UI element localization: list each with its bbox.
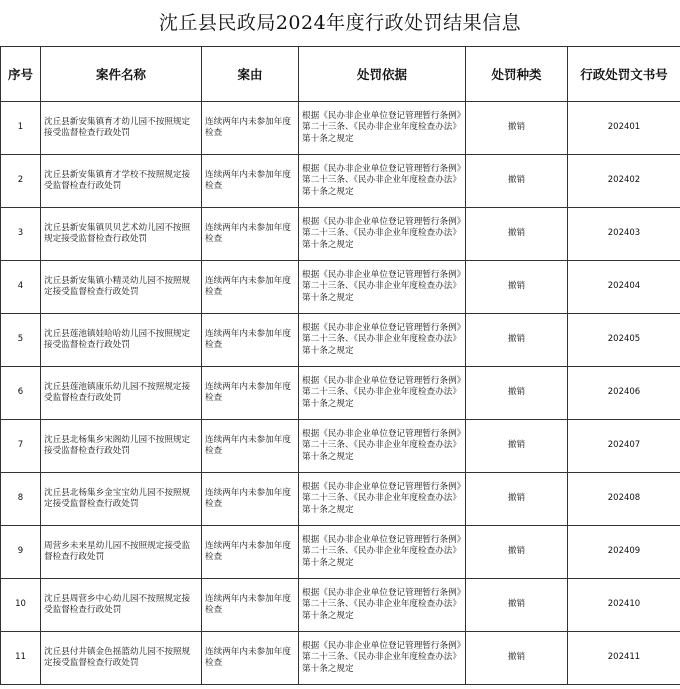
cell-cause: 连续两年内未参加年度检查 — [202, 102, 299, 155]
cell-case-name: 沈丘县北杨集乡宋阁幼儿园不按照规定接受监督检查行政处罚 — [41, 420, 202, 473]
table-row — [1, 526, 680, 579]
cell-seq: 8 — [1, 473, 41, 526]
cell-cause: 连续两年内未参加年度检查 — [202, 208, 299, 261]
cell-basis: 根据《民办非企业单位登记管理暂行条例》第二十三条、《民办非企业年度检查办法》第十条之规定 — [299, 526, 466, 579]
cell-basis: 根据《民办非企业单位登记管理暂行条例》第二十三条、《民办非企业年度检查办法》第十条之规定 — [299, 632, 466, 685]
table-row — [1, 261, 680, 314]
cell-seq: 2 — [1, 155, 41, 208]
cell-doc-no: 202405 — [568, 314, 680, 367]
cell-cause: 连续两年内未参加年度检查 — [202, 261, 299, 314]
cell-cause: 连续两年内未参加年度检查 — [202, 420, 299, 473]
cell-doc-no: 202401 — [568, 102, 680, 155]
cell-basis: 根据《民办非企业单位登记管理暂行条例》第二十三条、《民办非企业年度检查办法》第十条之规定 — [299, 208, 466, 261]
cell-case-name: 沈丘县新安集镇贝贝艺术幼儿园不按照规定接受监督检查行政处罚 — [41, 208, 202, 261]
header-penalty-type: 处罚种类 — [466, 47, 568, 102]
header-cause: 案由 — [202, 47, 299, 102]
cell-penalty-type: 撤销 — [466, 420, 568, 473]
cell-doc-no: 202410 — [568, 579, 680, 632]
cell-penalty-type: 撤销 — [466, 261, 568, 314]
cell-basis: 根据《民办非企业单位登记管理暂行条例》第二十三条、《民办非企业年度检查办法》第十条之规定 — [299, 314, 466, 367]
cell-doc-no: 202407 — [568, 420, 680, 473]
cell-case-name: 沈丘县新安集镇育才学校不按照规定接受监督检查行政处罚 — [41, 155, 202, 208]
page-title: 沈丘县民政局2024年度行政处罚结果信息 — [158, 12, 522, 34]
cell-penalty-type: 撤销 — [466, 367, 568, 420]
cell-cause: 连续两年内未参加年度检查 — [202, 155, 299, 208]
cell-penalty-type: 撤销 — [466, 208, 568, 261]
cell-penalty-type: 撤销 — [466, 314, 568, 367]
table-row — [1, 632, 680, 685]
cell-seq: 4 — [1, 261, 41, 314]
cell-doc-no: 202411 — [568, 632, 680, 685]
cell-penalty-type: 撤销 — [466, 579, 568, 632]
cell-case-name: 沈丘县新安集镇育才幼儿园不按照规定接受监督检查行政处罚 — [41, 102, 202, 155]
cell-basis: 根据《民办非企业单位登记管理暂行条例》第二十三条、《民办非企业年度检查办法》第十条之规定 — [299, 473, 466, 526]
table-header-row — [1, 47, 680, 102]
cell-cause: 连续两年内未参加年度检查 — [202, 314, 299, 367]
cell-case-name: 沈丘县莲池镇康乐幼儿园不按照规定接受监督检查行政处罚 — [41, 367, 202, 420]
cell-doc-no: 202406 — [568, 367, 680, 420]
table-row — [1, 473, 680, 526]
cell-case-name: 沈丘县周营乡中心幼儿园不按照规定接受监督检查行政处罚 — [41, 579, 202, 632]
table-row — [1, 420, 680, 473]
header-case-name: 案件名称 — [41, 47, 202, 102]
cell-cause: 连续两年内未参加年度检查 — [202, 579, 299, 632]
cell-seq: 11 — [1, 632, 41, 685]
cell-seq: 3 — [1, 208, 41, 261]
table-row — [1, 155, 680, 208]
cell-cause: 连续两年内未参加年度检查 — [202, 526, 299, 579]
cell-case-name: 沈丘县莲池镇娃哈哈幼儿园不按照规定接受监督检查行政处罚 — [41, 314, 202, 367]
cell-basis: 根据《民办非企业单位登记管理暂行条例》第二十三条、《民办非企业年度检查办法》第十条之规定 — [299, 420, 466, 473]
cell-doc-no: 202402 — [568, 155, 680, 208]
cell-case-name: 周营乡未来星幼儿园不按照规定接受监督检查行政处罚 — [41, 526, 202, 579]
cell-doc-no: 202409 — [568, 526, 680, 579]
cell-case-name: 沈丘县付井镇金色摇篮幼儿园不按照规定接受监督检查行政处罚 — [41, 632, 202, 685]
cell-seq: 1 — [1, 102, 41, 155]
cell-penalty-type: 撤销 — [466, 526, 568, 579]
cell-penalty-type: 撤销 — [466, 155, 568, 208]
cell-cause: 连续两年内未参加年度检查 — [202, 367, 299, 420]
cell-penalty-type: 撤销 — [466, 102, 568, 155]
table-row — [1, 367, 680, 420]
cell-penalty-type: 撤销 — [466, 473, 568, 526]
cell-doc-no: 202404 — [568, 261, 680, 314]
cell-basis: 根据《民办非企业单位登记管理暂行条例》第二十三条、《民办非企业年度检查办法》第十条之规定 — [299, 579, 466, 632]
cell-doc-no: 202408 — [568, 473, 680, 526]
cell-seq: 7 — [1, 420, 41, 473]
header-basis: 处罚依据 — [299, 47, 466, 102]
table-row — [1, 102, 680, 155]
cell-cause: 连续两年内未参加年度检查 — [202, 632, 299, 685]
cell-seq: 5 — [1, 314, 41, 367]
cell-basis: 根据《民办非企业单位登记管理暂行条例》第二十三条、《民办非企业年度检查办法》第十条之规定 — [299, 261, 466, 314]
table-row — [1, 314, 680, 367]
penalty-results-table — [0, 46, 680, 685]
cell-basis: 根据《民办非企业单位登记管理暂行条例》第二十三条、《民办非企业年度检查办法》第十条之规定 — [299, 155, 466, 208]
table-row — [1, 579, 680, 632]
cell-penalty-type: 撤销 — [466, 632, 568, 685]
cell-doc-no: 202403 — [568, 208, 680, 261]
cell-case-name: 沈丘县北杨集乡金宝宝幼儿园不按照规定接受监督检查行政处罚 — [41, 473, 202, 526]
header-seq: 序号 — [1, 47, 41, 102]
cell-case-name: 沈丘县新安集镇小精灵幼儿园不按照规定接受监督检查行政处罚 — [41, 261, 202, 314]
cell-seq: 9 — [1, 526, 41, 579]
cell-cause: 连续两年内未参加年度检查 — [202, 473, 299, 526]
cell-seq: 10 — [1, 579, 41, 632]
cell-basis: 根据《民办非企业单位登记管理暂行条例》第二十三条、《民办非企业年度检查办法》第十条之规定 — [299, 102, 466, 155]
cell-seq: 6 — [1, 367, 41, 420]
table-row — [1, 208, 680, 261]
cell-basis: 根据《民办非企业单位登记管理暂行条例》第二十三条、《民办非企业年度检查办法》第十条之规定 — [299, 367, 466, 420]
header-doc-no: 行政处罚文书号 — [568, 47, 680, 102]
